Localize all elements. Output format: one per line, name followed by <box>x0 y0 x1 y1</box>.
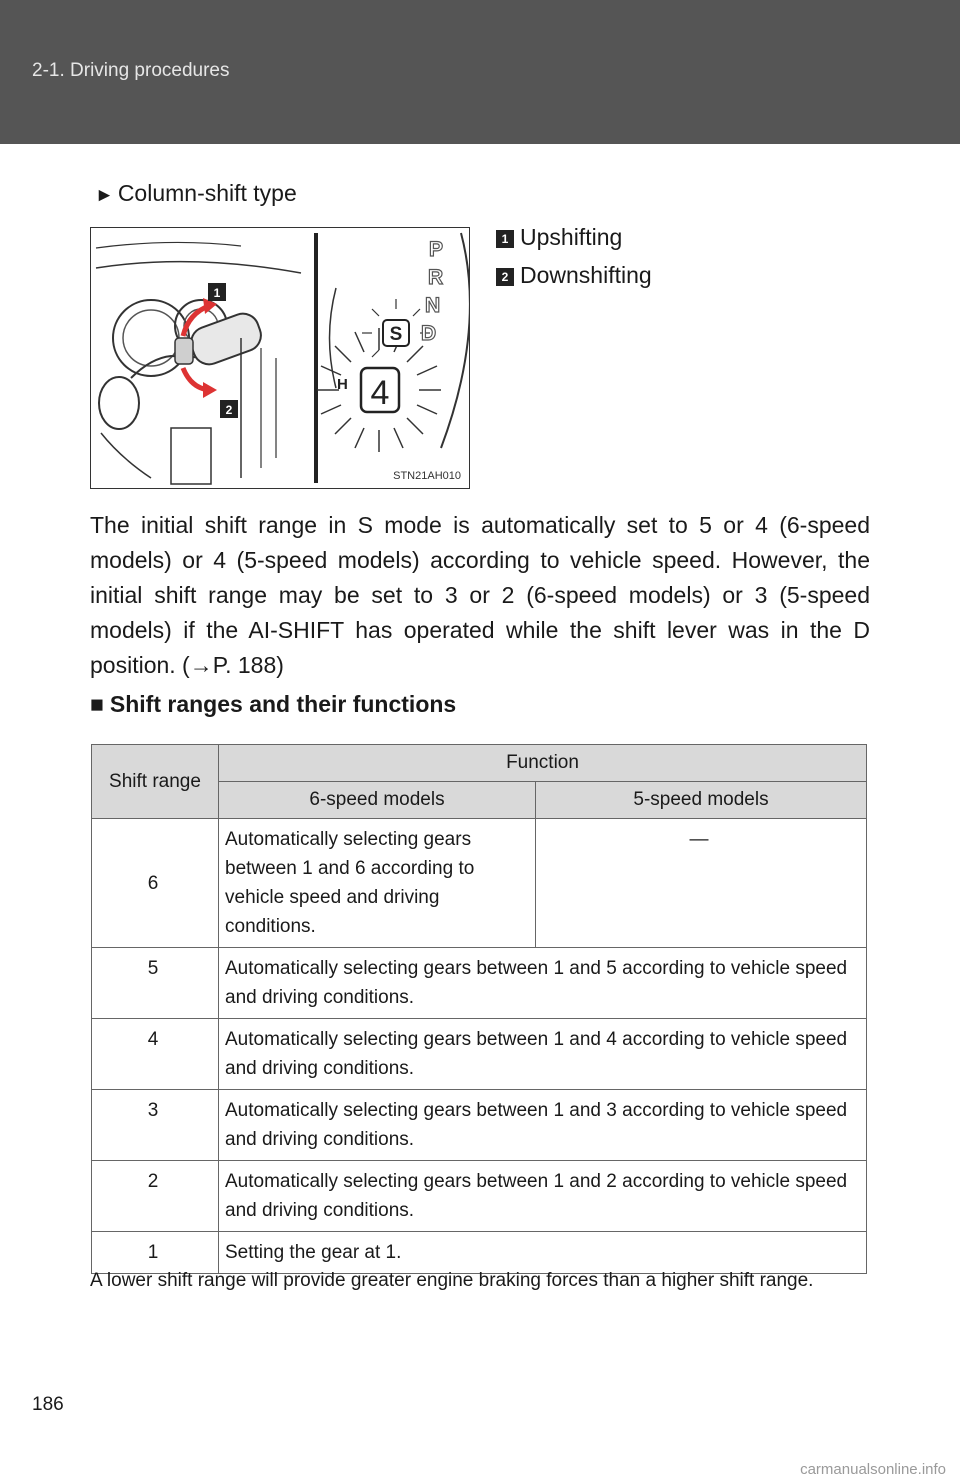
legend-item-downshifting <box>496 262 652 289</box>
callout-number: 1 <box>496 230 514 248</box>
header-6-speed: 6-speed models <box>219 782 536 819</box>
legend-label: Upshifting <box>520 224 623 250</box>
shift-lever-illustration <box>90 227 470 489</box>
braking-note: A lower shift range will provide greater engine braking forces than a higher shift range. <box>90 1270 814 1291</box>
header-shift-range: Shift range <box>92 745 219 819</box>
table-row <box>92 819 867 948</box>
gear-label-n: N <box>425 294 441 317</box>
range-cell: 1 <box>92 1232 219 1274</box>
illustration-drawing <box>91 228 470 489</box>
type-heading <box>95 180 297 207</box>
svg-text:2: 2 <box>225 403 233 417</box>
breadcrumb: 2-1. Driving procedures <box>32 60 230 81</box>
range-cell: 5 <box>92 948 219 1019</box>
gear-label-p: P <box>429 238 444 261</box>
intro-paragraph: The initial shift range in S mode is automatically set to 5 or 4 (6-speed models) or 4 (5-speed models) according to vehicle speed. However, the initial shift range may be set to 3 or 2 (6-speed models) or 3 (5-speed models) if the AI-SHIFT has operated while the shift lever was in the D position. (→P. 188) <box>90 512 870 678</box>
shift-range-table <box>91 744 867 1274</box>
function-cell: Automatically selecting gears between 1 and 3 according to vehicle speed and driving conditions. <box>219 1090 867 1161</box>
triangle-arrow-icon: ► <box>95 185 114 206</box>
h-indicator: H <box>337 376 348 393</box>
range-cell: 4 <box>92 1019 219 1090</box>
function-6-speed-cell: Automatically selecting gears between 1 and 6 according to vehicle speed and driving conditions. <box>219 819 536 948</box>
table-row <box>92 1090 867 1161</box>
table-row <box>92 1019 867 1090</box>
section-title: Shift ranges and their functions <box>109 691 457 717</box>
mode-indicator: S <box>389 324 403 345</box>
table-row <box>92 948 867 1019</box>
legend-item-upshifting <box>496 224 622 251</box>
legend-label: Downshifting <box>520 262 652 288</box>
svg-text:1: 1 <box>213 286 221 300</box>
watermark: carmanualsonline.info <box>800 1461 946 1478</box>
table-row <box>92 1161 867 1232</box>
section-heading <box>90 691 456 718</box>
function-cell: Automatically selecting gears between 1 and 5 according to vehicle speed and driving conditions. <box>219 948 867 1019</box>
gear-label-d: D <box>421 322 437 345</box>
range-cell: 3 <box>92 1090 219 1161</box>
function-5-speed-cell: — <box>536 819 867 948</box>
header-5-speed: 5-speed models <box>536 782 867 819</box>
gear-label-r: R <box>428 266 444 289</box>
page-number: 186 <box>32 1394 64 1415</box>
function-cell: Automatically selecting gears between 1 and 2 according to vehicle speed and driving conditions. <box>219 1161 867 1232</box>
square-bullet-icon: ■ <box>90 691 104 717</box>
gear-indicator: 4 <box>370 374 390 412</box>
range-cell: 2 <box>92 1161 219 1232</box>
page-header <box>0 0 960 144</box>
function-cell: Automatically selecting gears between 1 and 4 according to vehicle speed and driving conditions. <box>219 1019 867 1090</box>
figure-code: STN21AH010 <box>393 470 461 482</box>
function-cell: Setting the gear at 1. <box>219 1232 867 1274</box>
callout-number: 2 <box>496 268 514 286</box>
type-label: Column-shift type <box>117 180 297 206</box>
range-cell: 6 <box>92 819 219 948</box>
header-function: Function <box>219 745 867 782</box>
